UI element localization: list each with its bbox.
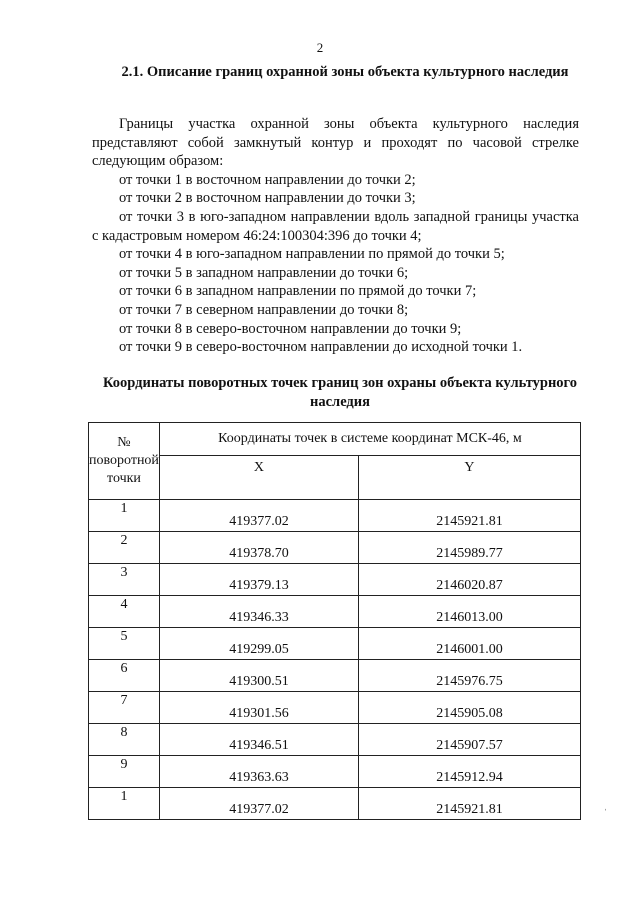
y-value: 2145907.57 bbox=[358, 724, 580, 756]
description-item: от точки 5 в западном направлении до точки 6; bbox=[119, 264, 409, 281]
y-value: 2146001.00 bbox=[358, 628, 580, 660]
point-number: 6 bbox=[89, 660, 160, 692]
y-value: 2145989.77 bbox=[358, 532, 580, 564]
description-item: от точки 4 в юго-западном направлении по прямой до точки 5; bbox=[119, 246, 505, 263]
point-number: 1 bbox=[89, 788, 160, 820]
x-value: 419379.13 bbox=[159, 564, 358, 596]
page-number: 2 bbox=[316, 40, 324, 55]
x-value: 419346.33 bbox=[159, 596, 358, 628]
point-number: 9 bbox=[89, 756, 160, 788]
y-value: 2145905.08 bbox=[358, 692, 580, 724]
description-intro: Границы участка охранной зоны объекта культурного наследия представляют собой замкнутый контур и проходят по часовой стрелке следующим образом: bbox=[92, 116, 579, 170]
x-value: 419300.51 bbox=[159, 660, 358, 692]
description-item: от точки 1 в восточном направлении до точки 2; bbox=[119, 171, 416, 188]
description-item: от точки 9 в северо-восточном направлении до исходной точки 1. bbox=[119, 339, 523, 356]
table-row bbox=[89, 628, 581, 660]
x-value: 419299.05 bbox=[159, 628, 358, 660]
header-coordinates: Координаты точек в системе координат МСК-46, м bbox=[159, 423, 580, 456]
scan-mark: ˌ bbox=[604, 800, 608, 811]
point-number: 8 bbox=[89, 724, 160, 756]
table-row bbox=[89, 596, 581, 628]
coordinates-table bbox=[88, 422, 581, 820]
x-value: 419301.56 bbox=[159, 692, 358, 724]
x-value: 419378.70 bbox=[159, 532, 358, 564]
x-value: 419346.51 bbox=[159, 724, 358, 756]
description-item: от точки 6 в западном направлении по прямой до точки 7; bbox=[119, 283, 477, 300]
point-number: 3 bbox=[89, 564, 160, 596]
x-value: 419363.63 bbox=[159, 756, 358, 788]
boundary-description bbox=[92, 115, 579, 357]
table-row bbox=[89, 692, 581, 724]
table-row bbox=[89, 532, 581, 564]
table-row bbox=[89, 564, 581, 596]
table-row bbox=[89, 660, 581, 692]
point-number: 7 bbox=[89, 692, 160, 724]
point-number: 4 bbox=[89, 596, 160, 628]
description-item: от точки 8 в северо-восточном направлении до точки 9; bbox=[119, 320, 462, 337]
header-y: Y bbox=[358, 456, 580, 500]
y-value: 2146020.87 bbox=[358, 564, 580, 596]
description-item: от точки 3 в юго-западном направлении вдоль западной границы участка с кадастровым номером 46:24:100304:396 до точки 4; bbox=[92, 208, 579, 244]
x-value: 419377.02 bbox=[159, 500, 358, 532]
header-point-number: № поворотной точки bbox=[89, 423, 160, 500]
table-row bbox=[89, 724, 581, 756]
y-value: 2145912.94 bbox=[358, 756, 580, 788]
header-x: X bbox=[159, 456, 358, 500]
table-title: Координаты поворотных точек границ зон охраны объекта культурного наследия bbox=[102, 375, 578, 410]
table-row bbox=[89, 500, 581, 532]
y-value: 2145921.81 bbox=[358, 500, 580, 532]
y-value: 2146013.00 bbox=[358, 596, 580, 628]
point-number: 1 bbox=[89, 500, 160, 532]
y-value: 2145976.75 bbox=[358, 660, 580, 692]
y-value: 2145921.81 bbox=[358, 788, 580, 820]
table-row bbox=[89, 788, 581, 820]
point-number: 5 bbox=[89, 628, 160, 660]
table-row bbox=[89, 756, 581, 788]
section-title: 2.1. Описание границ охранной зоны объекта культурного наследия bbox=[121, 64, 569, 80]
description-item: от точки 7 в северном направлении до точки 8; bbox=[119, 301, 409, 318]
description-item: от точки 2 в восточном направлении до точки 3; bbox=[119, 190, 416, 207]
x-value: 419377.02 bbox=[159, 788, 358, 820]
point-number: 2 bbox=[89, 532, 160, 564]
